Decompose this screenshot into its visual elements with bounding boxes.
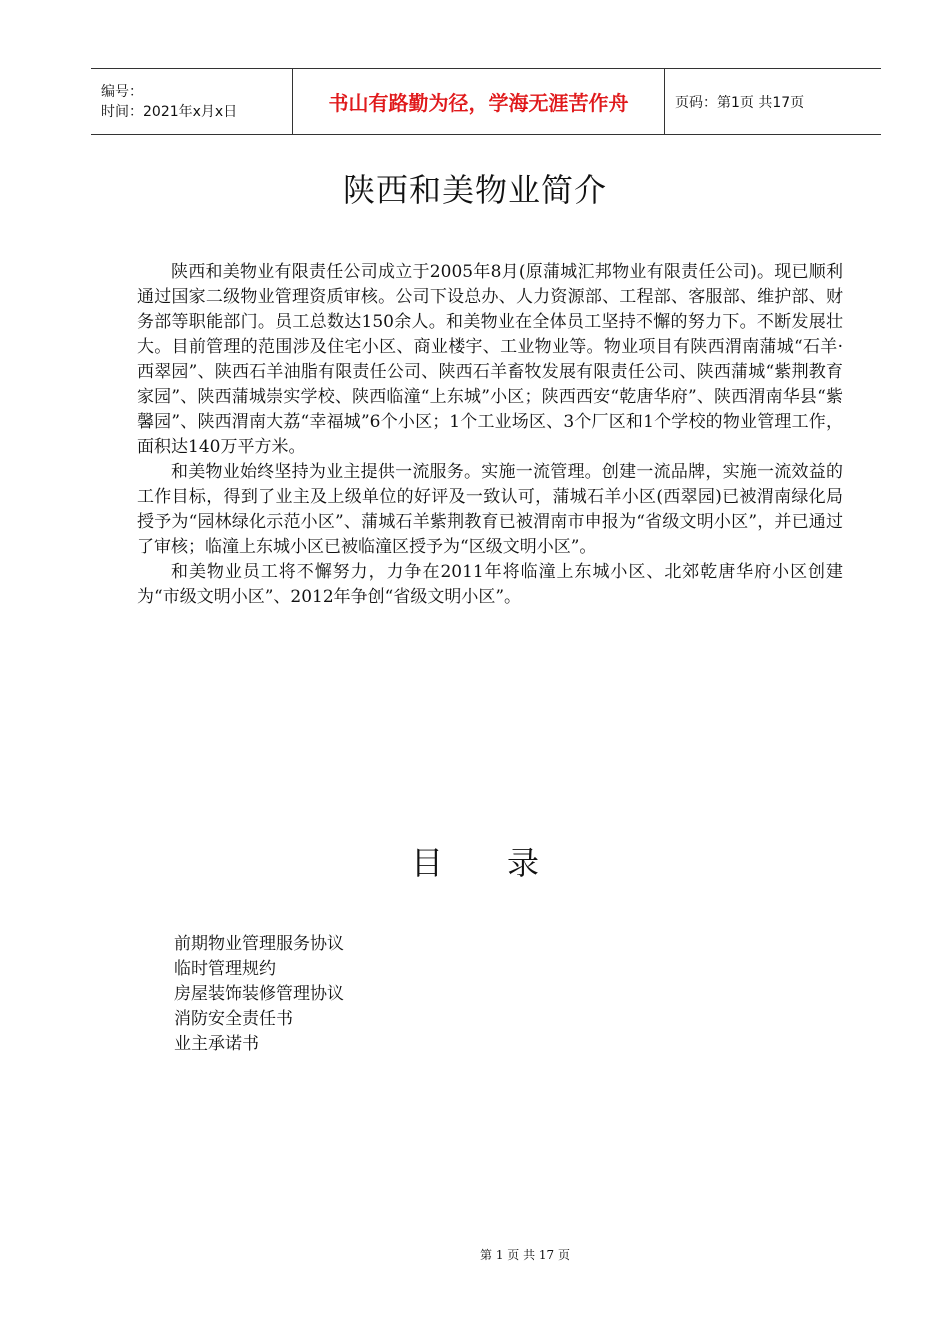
- page-label: 页码：第1页 共17页: [675, 94, 805, 111]
- page-footer: 第 1 页 共 17 页: [480, 1248, 570, 1262]
- header-page: [665, 69, 881, 134]
- motto-text: 书山有路勤为径，学海无涯苦作舟: [328, 91, 629, 115]
- time-label: 时间：2021年x月x日: [101, 103, 238, 120]
- toc-item[interactable]: 前期物业管理服务协议: [174, 934, 344, 954]
- document-header: [91, 68, 881, 135]
- number-label: 编号：: [101, 83, 143, 100]
- header-meta: [91, 69, 293, 134]
- toc-title-right: 录: [507, 844, 540, 882]
- toc-title: [0, 838, 950, 884]
- toc-title-left: 目: [410, 844, 443, 882]
- toc-item[interactable]: 房屋装饰装修管理协议: [174, 984, 344, 1004]
- paragraph: 陕西和美物业有限责任公司成立于2005年8月(原蒲城汇邦物业有限责任公司)。现已顺利通过国家二级物业管理资质审核。公司下设总办、人力资源部、工程部、客服部、维护部、财务部等职能部门。员工总数达150余人。和美物业在全体员工坚持不懈的努力下。不断发展壮大。目前管理的范围涉及住宅小区、商业楼宇、工业物业等。物业项目有陕西渭南蒲城“石羊·西翠园”、陕西石羊油脂有限责任公司、陕西石羊畜牧发展有限责任公司、陕西蒲城“紫荆教育家园”、陕西蒲城崇实学校、陕西临潼“上东城”小区；陕西西安“乾唐华府”、陕西渭南华县“紫馨园”、陕西渭南大荔“幸福城”6个小区；1个工业场区、3个厂区和1个学校的物业管理工作，面积达140万平方米。: [137, 262, 843, 457]
- toc-item[interactable]: 消防安全责任书: [174, 1009, 293, 1029]
- header-motto: [293, 69, 665, 134]
- toc-item[interactable]: 临时管理规约: [174, 959, 276, 979]
- paragraph: 和美物业始终坚持为业主提供一流服务。实施一流管理。创建一流品牌，实施一流效益的工作目标，得到了业主及上级单位的好评及一致认可，蒲城石羊小区(西翠园)已被渭南绿化局授予为“园林绿化示范小区”、蒲城石羊紫荆教育已被渭南市申报为“省级文明小区”，并已通过了审核；临潼上东城小区已被临潼区授予为“区级文明小区”。: [137, 462, 843, 557]
- paragraph: 和美物业员工将不懈努力，力争在2011年将临潼上东城小区、北郊乾唐华府小区创建为“市级文明小区”、2012年争创“省级文明小区”。: [137, 562, 843, 607]
- intro-body: [137, 260, 843, 610]
- page-title: 陕西和美物业简介: [342, 171, 607, 209]
- toc-item[interactable]: 业主承诺书: [174, 1034, 259, 1054]
- toc-list: [174, 932, 344, 1057]
